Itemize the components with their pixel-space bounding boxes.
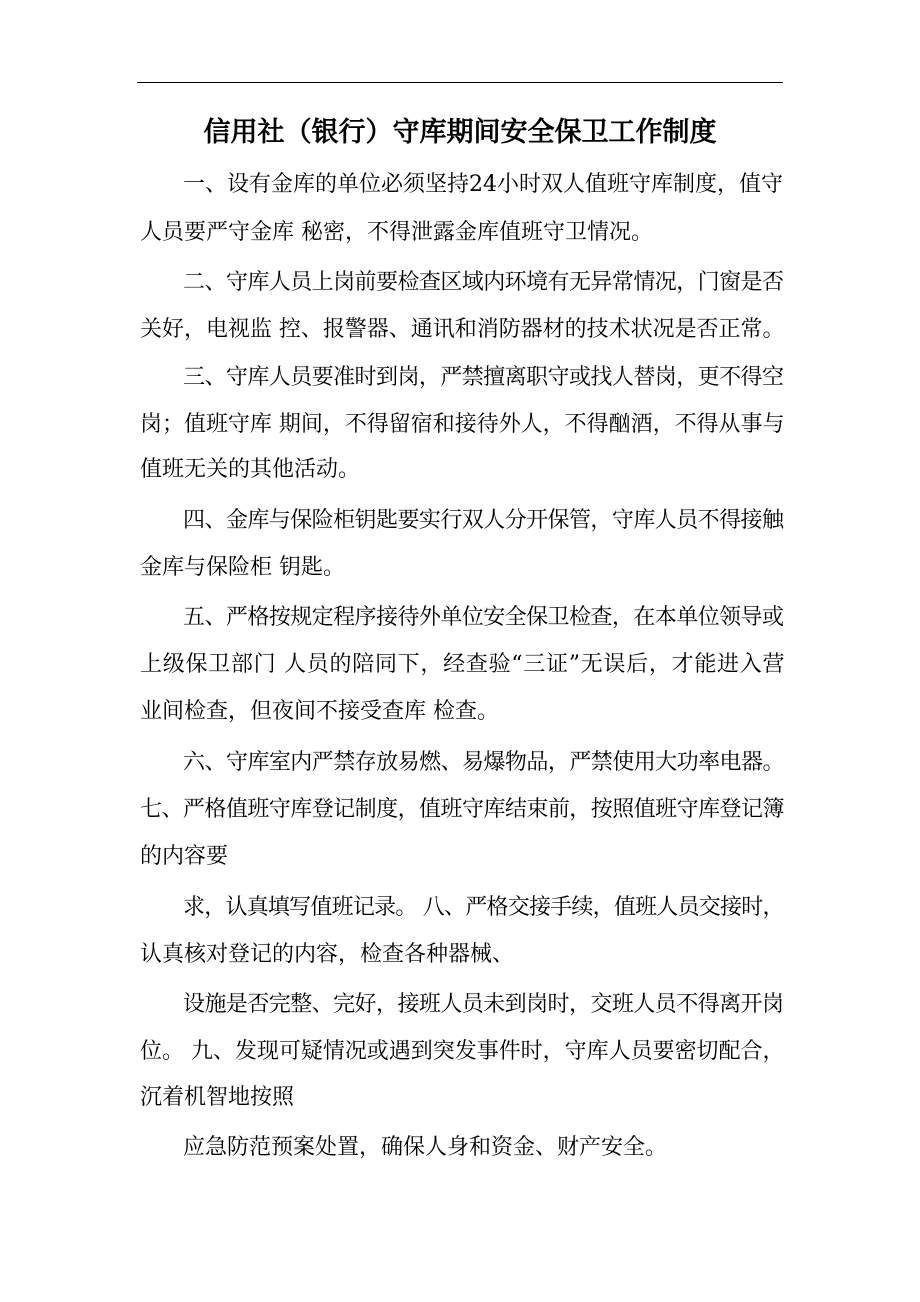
text-line: 位。 九、发现可疑情况或遇到突发事件时，守库人员要密切配合， — [140, 1039, 783, 1064]
text-line: 业间检查，但夜间不接受查库 检查。 — [140, 699, 499, 724]
text-line: 应急防范预案处置，确保人身和资金、财产安全。 — [183, 1135, 668, 1160]
text-line: 认真核对登记的内容，检查各种器械、 — [140, 942, 515, 967]
text-line: 人员要严守金库 秘密，不得泄露金库值班守卫情况。 — [140, 220, 653, 245]
text-line: 值班无关的其他活动。 — [140, 457, 361, 482]
text-line: 二、守库人员上岗前要检查区域内环境有无异常情况，门窗是否 — [183, 270, 783, 295]
text-line: 五、严格按规定程序接待外单位安全保卫检查，在本单位领导或 — [183, 605, 783, 630]
text-line: 一、设有金库的单位必须坚持24小时双人值班守库制度，值守 — [183, 172, 783, 197]
text-line: 上级保卫部门 人员的陪同下，经查验“三证”无误后，才能进入营 — [140, 652, 783, 677]
text-line: 六、守库室内严禁存放易燃、易爆物品，严禁使用大功率电器。 — [183, 750, 783, 775]
text-line: 金库与保险柜 钥匙。 — [140, 555, 345, 580]
text-line: 岗；值班守库 期间，不得留宿和接待外人，不得酗酒，不得从事与 — [140, 412, 783, 437]
text-line: 求，认真填写值班记录。 八、严格交接手续，值班人员交接时， — [183, 895, 783, 920]
header-rule — [137, 82, 783, 83]
text-line: 设施是否完整、完好，接班人员未到岗时，交班人员不得离开岗 — [183, 992, 783, 1017]
text-line: 四、金库与保险柜钥匙要实行双人分开保管，守库人员不得接触 — [183, 508, 783, 533]
text-line: 沉着机智地按照 — [140, 1085, 295, 1110]
text-line: 七、严格值班守库登记制度，值班守库结束前，按照值班守库登记簿 — [140, 797, 783, 822]
text-line: 关好，电视监 控、报警器、通讯和消防器材的技术状况是否正常。 — [140, 317, 783, 342]
text-line: 三、守库人员要准时到岗，严禁擅离职守或找人替岗，更不得空 — [183, 365, 783, 390]
document-title: 信用社（银行）守库期间安全保卫工作制度 — [203, 117, 717, 148]
text-line: 的内容要 — [140, 844, 229, 869]
